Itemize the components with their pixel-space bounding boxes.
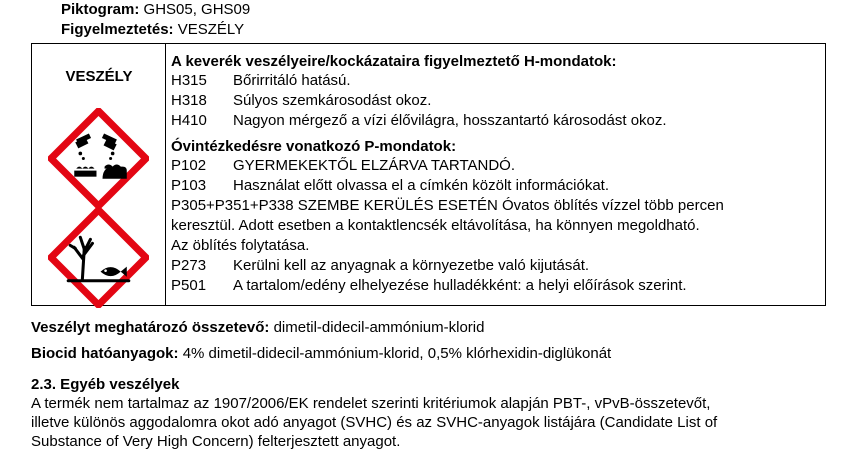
biocide-label: Biocid hatóanyagok: [31, 345, 179, 362]
section-body [31, 394, 717, 451]
p305-line: Az öblítés folytatása. [171, 237, 310, 254]
statement-text: Kerülni kell az anyagnak a környezetbe való kijutását. [233, 257, 590, 274]
pictogram-label: Piktogram: [61, 1, 140, 18]
p-statements-heading: Óvintézkedésre vonatkozó P-mondatok: [171, 138, 457, 155]
biocide-value: 4% dimetil-didecil-ammónium-klorid, 0,5% klórhexidin-diglükonát [178, 345, 612, 362]
statement-code: P273 [171, 257, 207, 274]
statement-text: Bőrirritáló hatású. [233, 72, 351, 89]
section-line: A termék nem tartalmaz az 1907/2006/EK rendelet szerinti kritériumok alapján PBT-, vPvB-összetevőt, [31, 395, 711, 412]
corrosion-icon [48, 108, 149, 209]
hazard-component-line [31, 318, 484, 337]
component-label: Veszélyt meghatározó összetevő: [31, 319, 270, 336]
h-statements-heading: A keverék veszélyeire/kockázataira figyelmeztető H-mondatok: [171, 53, 617, 70]
signal-word: VESZÉLY [65, 68, 133, 85]
statement-code: H410 [171, 112, 207, 129]
header-block [61, 0, 250, 40]
warning-label: Figyelmeztetés: [61, 21, 174, 38]
statement-code: H315 [171, 72, 207, 89]
component-value: dimetil-didecil-ammónium-klorid [269, 319, 485, 336]
environment-icon [48, 207, 149, 308]
statement-text: Súlyos szemkárosodást okoz. [233, 92, 432, 109]
statement-text: GYERMEKEKTŐL ELZÁRVA TARTANDÓ. [233, 157, 516, 174]
hazard-table [31, 43, 826, 306]
statement-code: P501 [171, 277, 207, 294]
warning-value: VESZÉLY [173, 21, 245, 38]
p-statement-row [171, 176, 724, 196]
p-statement-row [171, 156, 724, 176]
p-statement-row [171, 256, 724, 276]
biocide-line [31, 344, 611, 363]
pictogram-column [32, 44, 166, 305]
p305-line: P305+P351+P338 SZEMBE KERÜLÉS ESETÉN Óvatos öblítés vízzel több percen [171, 197, 724, 214]
warning-line [61, 20, 250, 40]
pictogram-line [61, 0, 250, 20]
statement-text: Nagyon mérgező a vízi élővilágra, hosszantartó károsodást okoz. [233, 112, 667, 129]
h-statement-row [171, 111, 724, 131]
statement-code: P102 [171, 157, 207, 174]
h-statement-row [171, 71, 724, 91]
h-statement-row [171, 91, 724, 111]
p305-line: keresztül. Adott esetben a kontaktlencsék eltávolítása, ha könnyen megoldható. [171, 217, 700, 234]
section-line: illetve különös aggodalomra okot adó anyagot (SVHC) és az SVHC-anyagok listájára (Candidate List of [31, 414, 718, 431]
statement-code: P103 [171, 177, 207, 194]
hazard-statements [171, 52, 724, 296]
statement-text: Használat előtt olvassa el a címkén közölt információkat. [233, 177, 610, 194]
statement-text: A tartalom/edény elhelyezése hulladékként: a helyi előírások szerint. [233, 277, 687, 294]
statement-code: H318 [171, 92, 207, 109]
section-line: Substance of Very High Concern) felterjesztett anyagot. [31, 433, 401, 450]
pictogram-value: GHS05, GHS09 [139, 1, 251, 18]
section-title: 2.3. Egyéb veszélyek [31, 376, 180, 393]
p-statement-row [171, 276, 724, 296]
